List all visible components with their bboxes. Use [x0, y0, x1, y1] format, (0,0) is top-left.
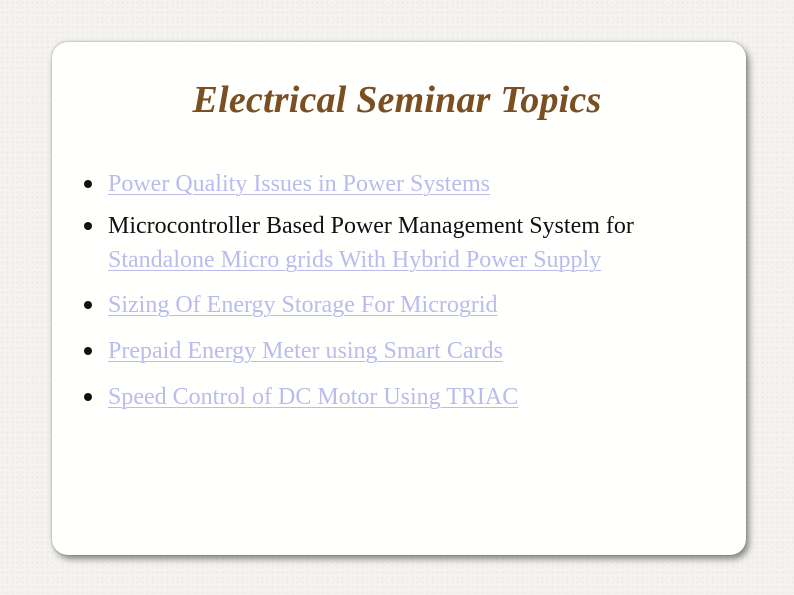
topic-item-power-quality [80, 167, 730, 201]
topic-item-energy-storage [80, 288, 730, 322]
topic-link-energy-storage[interactable]: Sizing Of Energy Storage For Microgrid [108, 292, 498, 318]
bullet-icon [84, 347, 92, 355]
topic-item-dc-motor [80, 380, 730, 414]
bullet-icon [84, 393, 92, 401]
topic-link-prepaid-meter[interactable]: Prepaid Energy Meter using Smart Cards [108, 338, 503, 364]
topic-item-prepaid-meter [80, 334, 730, 368]
topic-item-microcontroller [80, 209, 730, 277]
topic-link-power-quality[interactable]: Power Quality Issues in Power Systems [108, 171, 490, 197]
topic-list [80, 167, 730, 426]
bullet-icon [84, 222, 92, 230]
topic-text-microcontroller: Microcontroller Based Power Management System for [108, 213, 634, 239]
slide-title: Electrical Seminar Topics [192, 79, 602, 121]
topic-link-dc-motor[interactable]: Speed Control of DC Motor Using TRIAC [108, 384, 519, 410]
topic-link-standalone-microgrids[interactable]: Standalone Micro grids With Hybrid Power Supply [108, 247, 602, 273]
bullet-icon [84, 180, 92, 188]
bullet-icon [84, 301, 92, 309]
